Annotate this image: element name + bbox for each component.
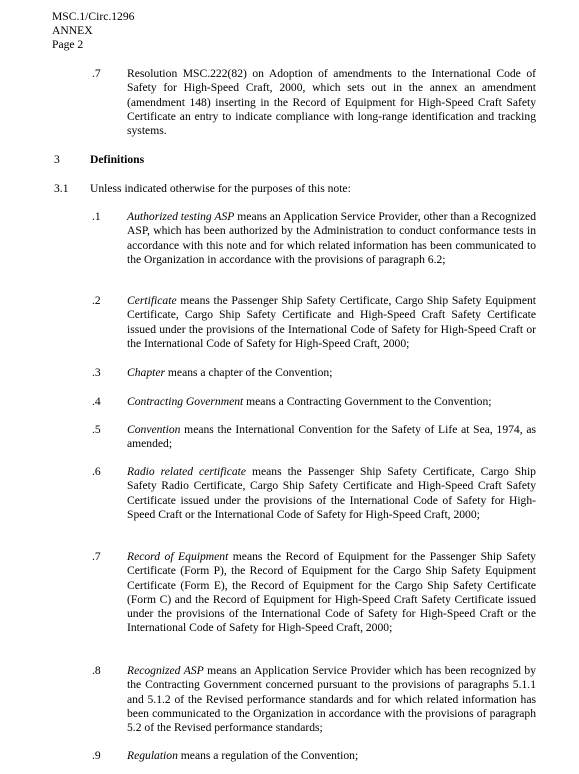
definition-body: means the Record of Equipment for the Passenger Ship Safety Certificate (Form P), the Record of Equipment for the Cargo Ship Safety Equipment Certificate (Form E), the Record of Equipment for the Cargo Ship Safety Certificate (Form C) and the Record of Equipment for High-Speed Craft Safety Certificate issued under the provisions of the International Code of Safety for High-Speed Craft or the International Code of Safety for High-Speed Craft, 2000; xyxy=(127,550,536,635)
definition-term: Authorized testing ASP xyxy=(127,210,235,223)
definition-text xyxy=(127,664,536,735)
definition-body: means the Passenger Ship Safety Certificate, Cargo Ship Safety Equipment Certificate, Cargo Ship Safety Certificate and High-Speed Craft Safety Certificate issued under the provisions of the International Code of Safety for High-Speed Craft or the International Code of Safety for High-Speed Craft, 2000; xyxy=(127,294,536,350)
definition-text xyxy=(127,294,536,351)
definition-term: Radio related certificate xyxy=(127,465,247,478)
definition-number: .2 xyxy=(92,294,101,307)
definition-body: means the Passenger Ship Safety Certificate, Cargo Ship Safety Radio Certificate, Cargo Ship Safety Certificate and High-Speed Craft Safety Certificate issued under the provisions of the International Code of Safety for High-Speed Craft or the International Code of Safety for High-Speed Craft, 2000; xyxy=(127,465,536,521)
definition-term: Regulation xyxy=(127,749,178,762)
definition-number: .8 xyxy=(92,664,101,677)
definition-body: means a Contracting Government to the Convention; xyxy=(243,395,492,408)
definition-body: means an Application Service Provider, other than a Recognized ASP, which has been authorized by the Administration to conduct conformance tests in accordance with this note and for which related information has been communicated to the Organization in accordance with the provisions of paragraph 6.2; xyxy=(127,210,536,266)
definition-term: Convention xyxy=(127,423,181,436)
subsection-number: 3.1 xyxy=(54,182,69,195)
definition-number: .9 xyxy=(92,749,101,762)
definition-number: .7 xyxy=(92,550,101,563)
definition-text xyxy=(127,749,536,763)
section-title: Definitions xyxy=(90,153,145,166)
definition-term: Record of Equipment xyxy=(127,550,229,563)
intro-item-text: Resolution MSC.222(82) on Adoption of amendments to the International Code of Safety for High-Speed Craft, 2000, which sets out in the annex an amendment (amendment 148) inserting in the Record of Equipment for High-Speed Craft Safety Certificate an entry to indicate compliance with long-range identification and tracking systems. xyxy=(127,67,536,138)
definition-text xyxy=(127,550,536,636)
definition-text xyxy=(127,465,536,522)
definition-number: .4 xyxy=(92,395,101,408)
definition-term: Certificate xyxy=(127,294,177,307)
definition-text xyxy=(127,395,536,409)
definition-text xyxy=(127,210,536,267)
definition-body: means an Application Service Provider which has been recognized by the Contracting Government concerned pursuant to the provisions of paragraphs 5.1.1 and 5.1.2 of the Revised performance standards and for which related information has been communicated to the Organization in accordance with the provisions of paragraph 5.2 of the Revised performance standards; xyxy=(127,664,536,735)
definition-body: means a regulation of the Convention; xyxy=(177,749,359,762)
definition-body: means the International Convention for the Safety of Life at Sea, 1974, as amended; xyxy=(127,423,536,451)
definition-term: Chapter xyxy=(127,366,166,379)
definition-number: .3 xyxy=(92,366,101,379)
definition-text xyxy=(127,423,536,452)
intro-item-number: .7 xyxy=(92,67,101,80)
annex-label: ANNEX xyxy=(52,23,93,37)
page-number: Page 2 xyxy=(52,37,84,51)
definition-term: Recognized ASP xyxy=(127,664,204,677)
subsection-text: Unless indicated otherwise for the purposes of this note: xyxy=(90,182,351,195)
definition-number: .6 xyxy=(92,465,101,478)
definition-term: Contracting Government xyxy=(127,395,244,408)
page-header xyxy=(52,10,134,51)
definition-text xyxy=(127,366,536,380)
document-reference: MSC.1/Circ.1296 xyxy=(52,10,135,23)
section-number: 3 xyxy=(54,153,60,166)
definition-number: .1 xyxy=(92,210,101,223)
definition-number: .5 xyxy=(92,423,101,436)
definition-body: means a chapter of the Convention; xyxy=(165,366,333,379)
